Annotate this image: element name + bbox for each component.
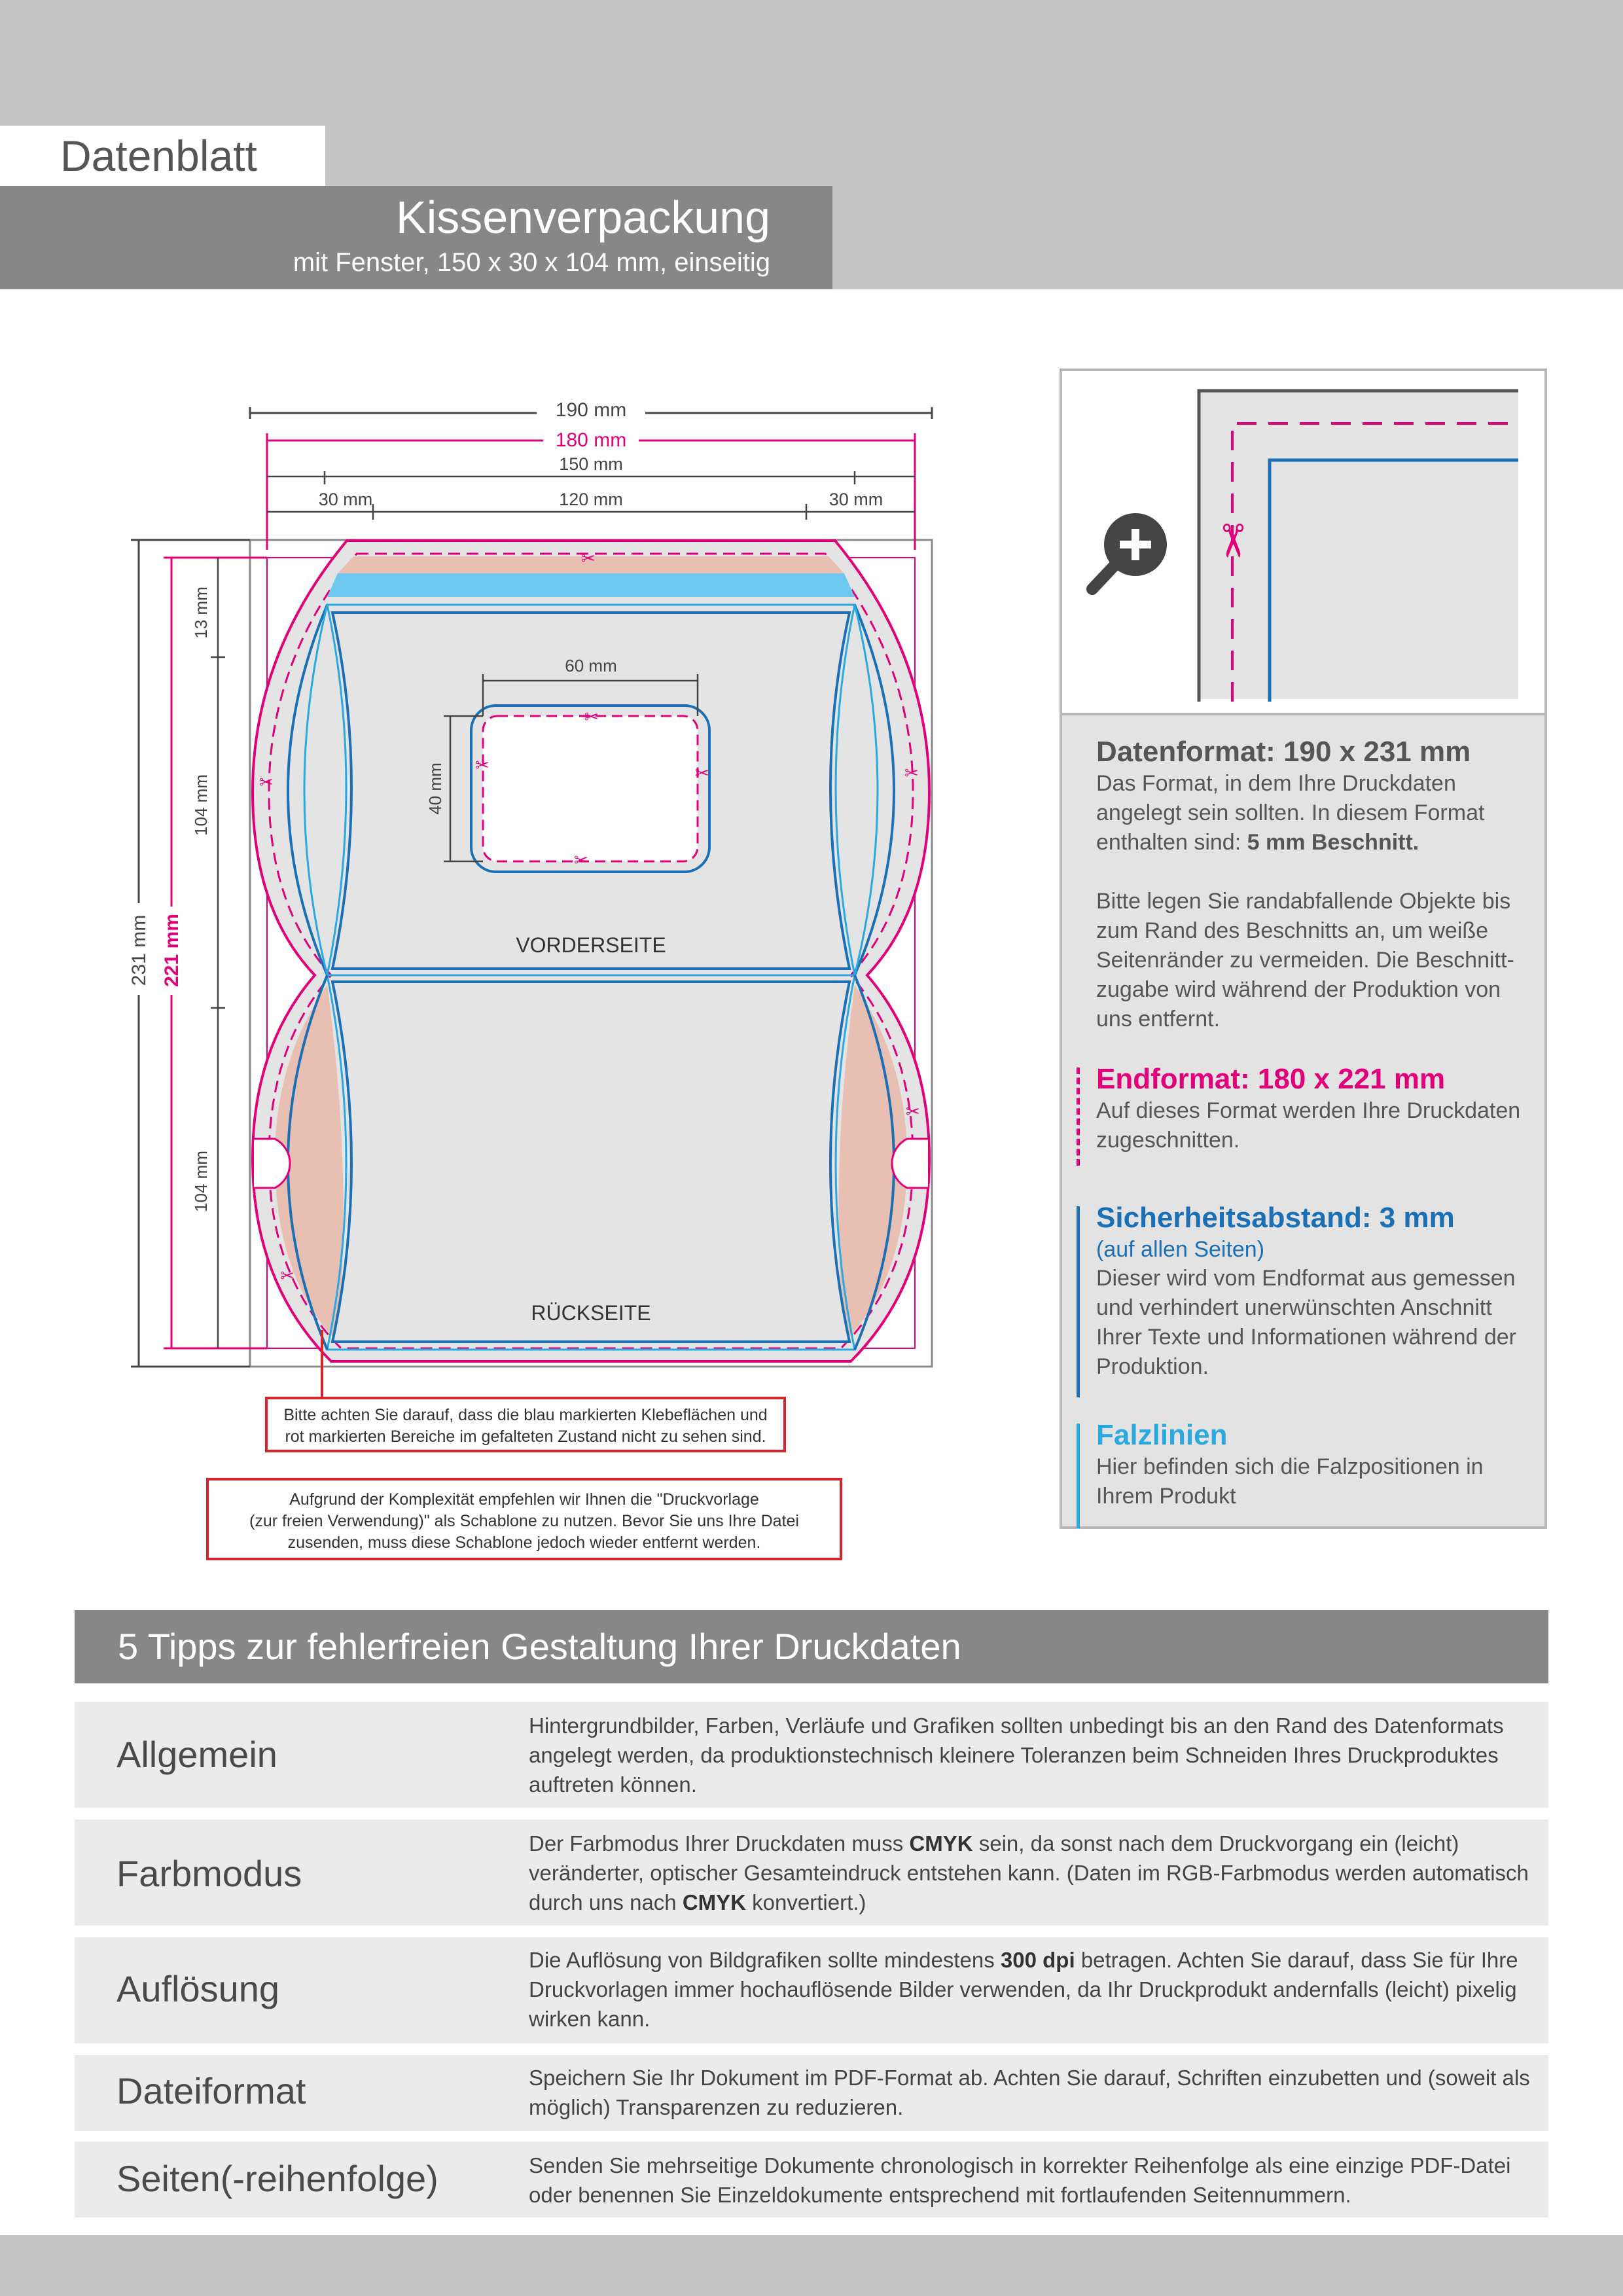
scissors-icon: ✂ [1207,522,1258,560]
dim-30-right-text: 30 mm [829,490,883,509]
svg-text:✂: ✂ [695,763,709,783]
svg-text:✂: ✂ [904,763,919,783]
svg-text:✂: ✂ [574,850,588,870]
dim-13-text: 13 mm [191,586,211,639]
svg-text:✂: ✂ [584,707,599,726]
dim-231-text: 231 mm [128,914,150,986]
die-line-drawing [0,0,982,1584]
magnifier-plus-icon [1092,513,1167,589]
note-template: Aufgrund der Komplexität empfehlen wir Ihnen die "Druckvorlage (zur freien Verwendung)" als Schablone zu nutzen. Bevor Sie uns Ihre Datei zusenden, muss diese Schablone jedoch wieder entfernt werden. [206,1478,842,1560]
svg-text:✂: ✂ [259,772,274,792]
zoom-detail [1060,368,1547,715]
section-end-format: Endformat: 180 x 221 mm Auf dieses Format werden Ihre Druckdaten zugeschnitten. [1096,1063,1521,1153]
dim-60-text: 60 mm [565,656,617,675]
tip-row: Allgemein Hintergrundbilder, Farben, Verläufe und Grafiken sollten unbedingt bis an den Rand des Datenformats angelegt werden, da produktionstechnisch kleinere Toleranzen beim Schneiden Ihres Druckproduktes auftreten können. [75,1702,1548,1808]
window-cut [483,716,698,861]
section-fold: Falzlinien Hier befinden sich die Falzpositionen in Ihrem Produkt [1096,1419,1484,1509]
dim-150-text: 150 mm [559,454,623,474]
section-safety: Sicherheitsabstand: 3 mm (auf allen Seiten) Dieser wird vom Endformat aus gemessen und verhindert unerwünschten Anschnitt Ihrer Texte und Informationen während der Produktion. [1096,1202,1516,1379]
page-subtitle: mit Fenster, 150 x 30 x 104 mm, einseitig [293,248,770,277]
section-data-format: Datenformat: 190 x 231 mm Das Format, in dem Ihre Druckdaten angelegt sein sollten. In diesem Format enthalten sind: 5 mm Beschnitt. Bitte legen Sie randabfallende Objekte bis zum Rand des Beschnitts an, um weiße Seitenränder zu vermeiden. Die Beschnitt-zugabe wird während der Produktion von uns entfernt. [1096,736,1514,1031]
accent-fold [1077,1424,1080,1528]
footer-band [0,2235,1623,2296]
tip-row: Farbmodus Der Farbmodus Ihrer Druckdaten muss CMYK sein, da sonst nach dem Druckvorgang ein (leicht) veränderter, optischer Gesamteindruck entstehen kann. (Daten im RGB-Farbmodus werden automatisch durch uns nach CMYK konvertiert.) [75,1820,1548,1926]
dim-104-back-text: 104 mm [191,1151,211,1212]
label-back: RÜCKSEITE [531,1301,651,1325]
dim-104-front-text: 104 mm [191,774,211,836]
dim-30-left-text: 30 mm [318,490,373,509]
notch-right [892,1139,928,1188]
tip-row: Dateiformat Speichern Sie Ihr Dokument im PDF-Format ab. Achten Sie darauf, Schriften einzubetten und (soweit als möglich) Transparenzen zu reduzieren. [75,2055,1548,2131]
svg-text:✂: ✂ [475,755,490,775]
info-panel [1060,368,1547,1529]
glue-blue-top [327,573,855,597]
svg-text:✂: ✂ [280,1266,294,1285]
tips-heading: 5 Tipps zur fehlerfreien Gestaltung Ihrer Druckdaten [75,1610,1548,1683]
accent-safe [1077,1206,1080,1397]
dim-190-text: 190 mm [555,399,627,421]
label-front: VORDERSEITE [516,933,666,957]
page-title: Kissenverpackung [396,192,770,243]
note-glue-areas: Bitte achten Sie darauf, dass die blau markierten Klebeflächen und rot markierten Bereiche im gefalteten Zustand nicht zu sehen sind. [265,1397,786,1452]
dim-40-text: 40 mm [425,762,445,815]
tip-row: Auflösung Die Auflösung von Bildgrafiken sollte mindestens 300 dpi betragen. Achten Sie darauf, dass Sie für Ihre Druckvorlagen immer hochauflösende Bilder verwenden, da Ihr Druckprodukt andernfalls (leicht) pixelig wirken kann. [75,1937,1548,2043]
dim-180-text: 180 mm [555,429,627,451]
tip-row: Seiten(-reihenfolge) Senden Sie mehrseitige Dokumente chronologisch in korrekter Reihenfolge als eine einzige PDF-Datei oder benennen Sie Einzeldokumente entsprechend mit fortlaufenden Seitennummern. [75,2142,1548,2217]
doc-label: Datenblatt [0,126,325,186]
svg-text:✂: ✂ [581,548,596,568]
back-panel [332,982,849,1342]
dim-221-text: 221 mm [161,914,183,987]
dim-120-text: 120 mm [559,490,623,509]
accent-end [1077,1067,1080,1166]
notch-left [254,1139,290,1188]
svg-text:✂: ✂ [906,1102,920,1121]
